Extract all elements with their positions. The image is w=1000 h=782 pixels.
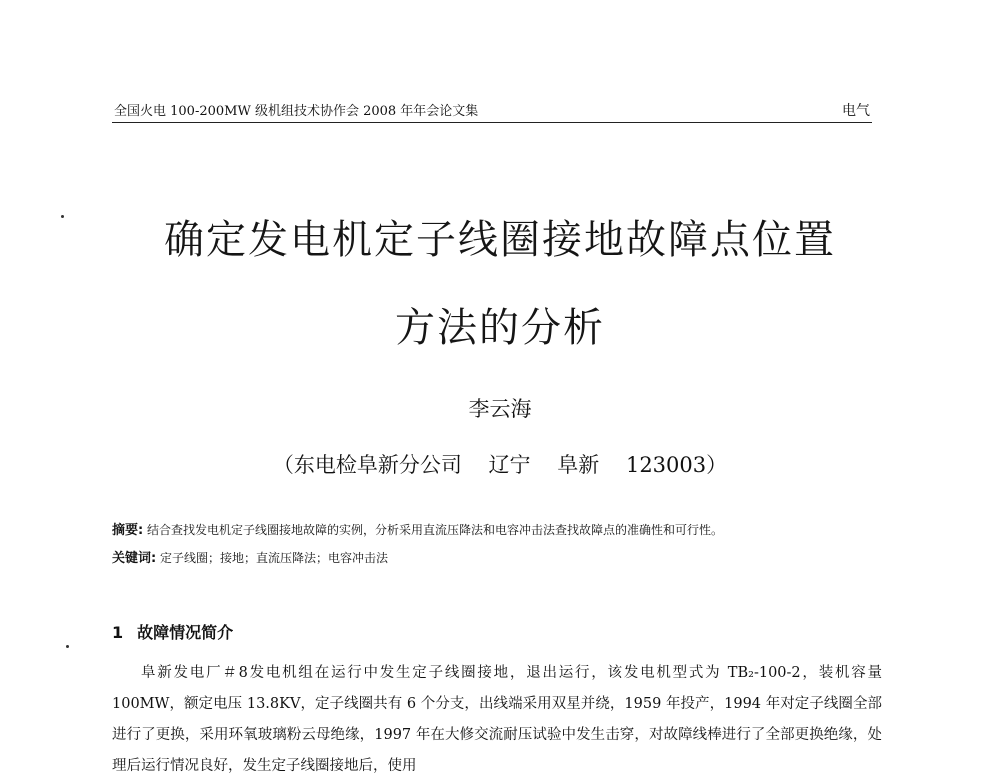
author-affiliation: （东电检阜新分公司 辽宁 阜新 123003） [272,453,728,477]
running-header [112,96,872,123]
keywords-text: 定子线圈；接地；直流压降法；电容冲击法 [160,551,389,565]
proceedings-title: 全国火电 100-200MW 级机组技术协作会 2008 年年会论文集 [114,104,479,119]
abstract: 摘要: 结合查找发电机定子线圈接地故障的实例，分析采用直流压降法和电容冲击法查找故障点的准确性和可行性。 [112,523,724,538]
section-number: 1 [112,623,124,642]
keywords: 关键词: 定子线圈；接地；直流压降法；电容冲击法 [112,551,389,566]
paper-title-line-2: 方法的分析 [395,305,605,351]
section-heading [112,620,233,643]
scan-speck [66,645,69,648]
author-name: 李云海 [468,397,532,421]
section-category: 电气 [842,103,870,119]
section-title: 故障情况简介 [137,623,234,642]
body-paragraph: 阜新发电厂＃8发电机组在运行中发生定子线圈接地，退出运行，该发电机型式为 TB₂-100-2，装机容量 100MW，额定电压 13.8KV，定子线圈共有 6 个分支，出线端采用双星并绕，1959 年投产，1994 年对定子线圈全部进行了更换，采用环氧玻璃粉云母绝缘，1997 年在大修交流耐压试验中发生击穿，对故障线棒进行了全部更换绝缘，处理后运行情况良好，发生定子线圈接地后，使用 [112,665,882,774]
abstract-label: 摘要 [112,523,139,538]
paper-title-line-1: 确定发电机定子线圈接地故障点位置 [164,217,836,263]
keywords-label: 关键词 [112,551,152,566]
abstract-text: 结合查找发电机定子线圈接地故障的实例，分析采用直流压降法和电容冲击法查找故障点的准确性和可行性。 [147,523,724,537]
